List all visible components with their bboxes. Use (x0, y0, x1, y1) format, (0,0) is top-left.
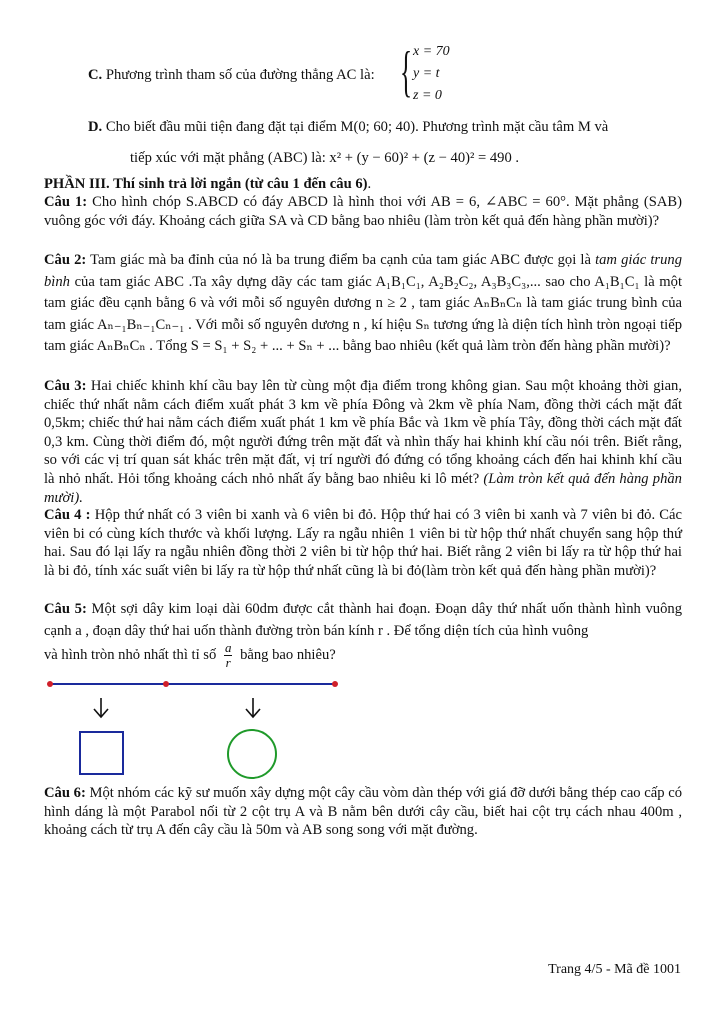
question-5 (44, 598, 682, 642)
q1-text: Cho hình chóp S.ABCD có đáy ABCD là hình thoi với AB = 6, ∠ABC = 60°. Mặt phẳng (SAB) vuông góc với đáy. Khoảng cách giữa SA và CD bằng bao nhiêu (làm tròn kết quả đến hàng phần mười)? (44, 194, 682, 229)
option-c-text: Phương trình tham số của đường thẳng AC là: (105, 67, 375, 83)
q5-text-b2: bằng bao nhiêu? (240, 647, 336, 663)
option-c (88, 66, 408, 85)
part3-heading (44, 175, 682, 194)
fraction-denominator: r (225, 655, 231, 671)
option-c-label: C. (88, 67, 103, 83)
square-shape (80, 732, 123, 774)
question-6 (44, 784, 682, 840)
q6-text: Một nhóm các kỹ sư muốn xây dựng một cây cầu vòm dàn thép với giá đỡ dưới bằng thép cao cấp có hình dáng là một Parabol nối từ 2 cột trụ A và B nằm bên dưới cây cầu, biết hai cột trụ cách nhau 400m , khoảng cách từ trụ A đến cây cầu là 50m và AB song song với mặt đường. (44, 785, 683, 839)
option-d-text-2: tiếp xúc với mặt phẳng (ABC) là: x² + (y − 60)² + (z − 40)² = 490 . (130, 150, 520, 166)
wire-figure (0, 672, 725, 782)
option-d-line2 (130, 149, 682, 168)
q3-label: Câu 3: (44, 378, 87, 394)
q4-text: Hộp thứ nhất có 3 viên bi xanh và 6 viên bi đỏ. Hộp thứ hai có 3 viên bi xanh và 7 viên bi đỏ. Các viên bi có cùng kích thước và khối lượng. Lấy ra ngẫu nhiên 1 viên bi từ hộp thứ nhất chuyển sang hộp thứ hai. Sau đó lại lấy ra ngẫu nhiên đồng thời 2 viên bi từ hộp thứ hai. Biết rằng 2 viên bi lấy ra từ hộp thứ hai là bi đỏ, tính xác suất viên bi lấy ra từ hộp thứ nhất cũng là bi đỏ(làm tròn kết quả đến hàng phần mười)? (44, 507, 682, 579)
option-d-text: Cho biết đầu mũi tiện đang đặt tại điểm M(0; 60; 40). Phương trình mặt cầu tâm M và (105, 119, 609, 135)
arrow-down-icon (246, 698, 260, 717)
system-row-1: x = 70 (413, 44, 450, 59)
part3-heading-end: . (367, 176, 372, 192)
question-2 (44, 250, 682, 358)
question-5-line3 (44, 640, 682, 670)
q2-text-a: Tam giác mà ba đỉnh của nó là ba trung điểm ba cạnh của tam giác ABC được gọi là (90, 252, 591, 268)
q4-label: Câu 4 : (44, 507, 91, 523)
q2-term: tam giác trung bình (44, 252, 682, 290)
question-3 (44, 377, 682, 507)
q2-text-b: của tam giác ABC .Ta xây dựng dãy các tam giác A₁B₁C₁, A₂B₂C₂, A₃B₃C₃,... sao cho A₁B₁C₁ là một tam giác đều cạnh bằng 6 và với mỗi số nguyên dương n ≥ 2 , tam giác AₙBₙCₙ là tam giác trung bình của tam giác Aₙ₋₁Bₙ₋₁Cₙ₋₁ . Với mỗi số nguyên dương n , kí hiệu Sₙ tương ứng là diện tích hình tròn ngoại tiếp tam giác AₙBₙCₙ . Tổng S = S₁ + S₂ + ... + Sₙ + ... bằng bao nhiêu (kết quả làm tròn đến hàng phần mười)? (44, 273, 682, 354)
page-footer: Trang 4/5 - Mã đề 1001 (548, 962, 681, 977)
system-row-2: y = t (413, 66, 440, 81)
fraction-numerator: a (224, 640, 232, 656)
ratio-fraction (224, 641, 233, 670)
option-d-line1 (88, 118, 682, 137)
system-row-3: z = 0 (413, 88, 442, 103)
q6-label: Câu 6: (44, 785, 86, 801)
wire-cut-point (163, 681, 169, 687)
q5-text-b1: và hình tròn nhỏ nhất thì tỉ số (44, 647, 217, 663)
parametric-system (400, 41, 470, 110)
q3-note: (Làm tròn kết quả đến hàng phần mười). (44, 470, 682, 506)
brace-symbol: { (400, 41, 413, 103)
arrow-down-icon (94, 698, 108, 717)
q5-label: Câu 5: (44, 601, 87, 617)
option-d-label: D. (88, 119, 103, 135)
wire-endpoint-right (332, 681, 338, 687)
question-4 (44, 506, 682, 580)
part3-heading-text: PHẦN III. Thí sinh trả lời ngắn (từ câu 1 đến câu 6) (44, 176, 368, 192)
q1-label: Câu 1: (44, 194, 88, 210)
wire-endpoint-left (47, 681, 53, 687)
q3-text: Hai chiếc khinh khí cầu bay lên từ cùng một địa điểm trong không gian. Sau một khoảng thời gian, chiếc thứ nhất nằm cách điểm xuất phát 3 km về phía Đông và 2km về phía Nam, đồng thời cách mặt đất 0,5km; chiếc thứ hai nằm cách điểm xuất phát 1 km về phía Bắc và 1km về phía Tây, đồng thời cách mặt đất 0,3 km. Cùng thời điểm đó, một người đứng trên mặt đất và nhìn thấy hai khinh khí cầu nói trên. Biết rằng, so với các vị trí quan sát khác trên mặt đất, vị trí người đó đứng có tổng khoảng cách đến hai khinh khí cầu là nhỏ nhất. Hỏi tổng khoảng cách nhỏ nhất ấy bằng bao nhiêu ki lô mét? (44, 378, 682, 487)
q2-label: Câu 2: (44, 252, 87, 268)
question-1 (44, 193, 682, 230)
q5-text-a: Một sợi dây kim loại dài 60dm được cắt thành hai đoạn. Đoạn dây thứ nhất uốn thành hình vuông cạnh a , đoạn dây thứ hai uốn thành đường tròn bán kính r . Để tổng diện tích của hình vuông (44, 601, 682, 639)
circle-shape (228, 730, 276, 778)
